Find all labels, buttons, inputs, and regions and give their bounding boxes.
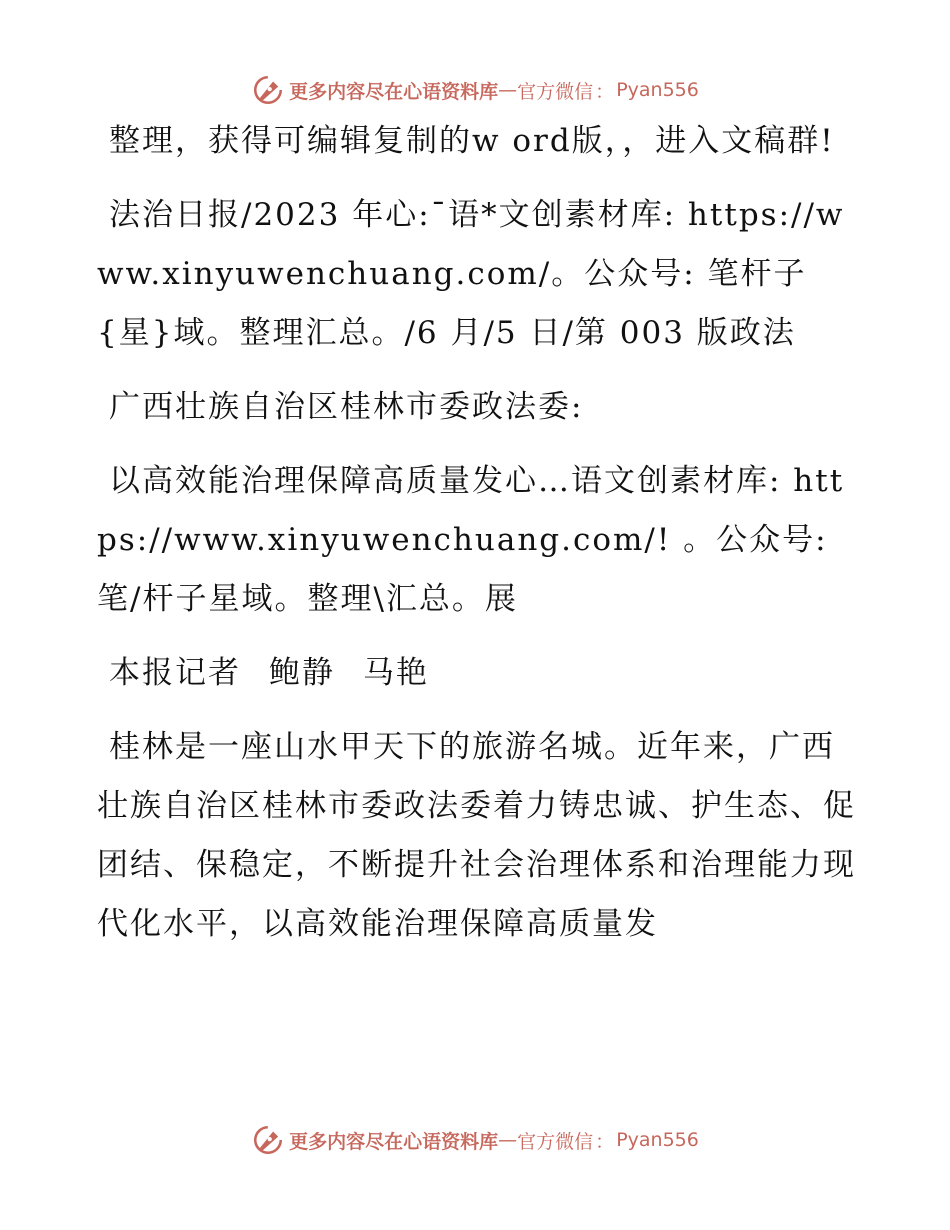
- paragraph-2: 法治日报/2023 年心:¯语*文创素材库: https://www.xinyuwenchuang.com/。公众号: 笔杆子{星}域。整理汇总。/6 月/5 日/第 003 版政法: [97, 197, 845, 351]
- header-watermark: [0, 70, 950, 110]
- document-body: [97, 112, 857, 969]
- paragraph-1: 整理，获得可编辑复制的w ord版，，进入文稿群!: [109, 123, 835, 159]
- reporter-name-2: 马艳: [363, 655, 429, 691]
- paragraph-3: 广西壮族自治区桂林市委政法委:: [109, 389, 584, 425]
- pen-nib-logo-icon: [251, 1123, 285, 1157]
- watermark-official-label: 官方微信: [517, 80, 594, 103]
- watermark-separator: ：: [595, 1130, 615, 1153]
- watermark-dash: —: [498, 79, 518, 101]
- reporter-label: 本报记者: [109, 655, 241, 691]
- footer-watermark: [0, 1120, 950, 1160]
- reporter-line: [97, 644, 857, 703]
- watermark-wechat-id: Pyan556: [616, 1129, 699, 1151]
- paragraph-4: 以高效能治理保障高质量发心…语文创素材库: https://www.xinyuwenchuang.com/! 。公众号: 笔/杆子星域。整理\汇总。展: [97, 463, 845, 617]
- watermark-official-label: 官方微信: [517, 1130, 594, 1153]
- watermark-main-text: 更多内容尽在心语资料库: [289, 1130, 499, 1153]
- watermark-main-text: 更多内容尽在心语资料库: [289, 80, 499, 103]
- watermark-separator: ：: [595, 80, 615, 103]
- watermark-dash: —: [498, 1129, 518, 1151]
- watermark-wechat-id: Pyan556: [616, 79, 699, 101]
- pen-nib-logo-icon: [251, 73, 285, 107]
- reporter-name-1: 鲍静: [269, 655, 335, 691]
- paragraph-6: 桂林是一座山水甲天下的旅游名城。近年来，广西壮族自治区桂林市委政法委着力铸忠诚、护生态、促团结、保稳定，不断提升社会治理体系和治理能力现代化水平，以高效能治理保障高质量发: [97, 729, 856, 942]
